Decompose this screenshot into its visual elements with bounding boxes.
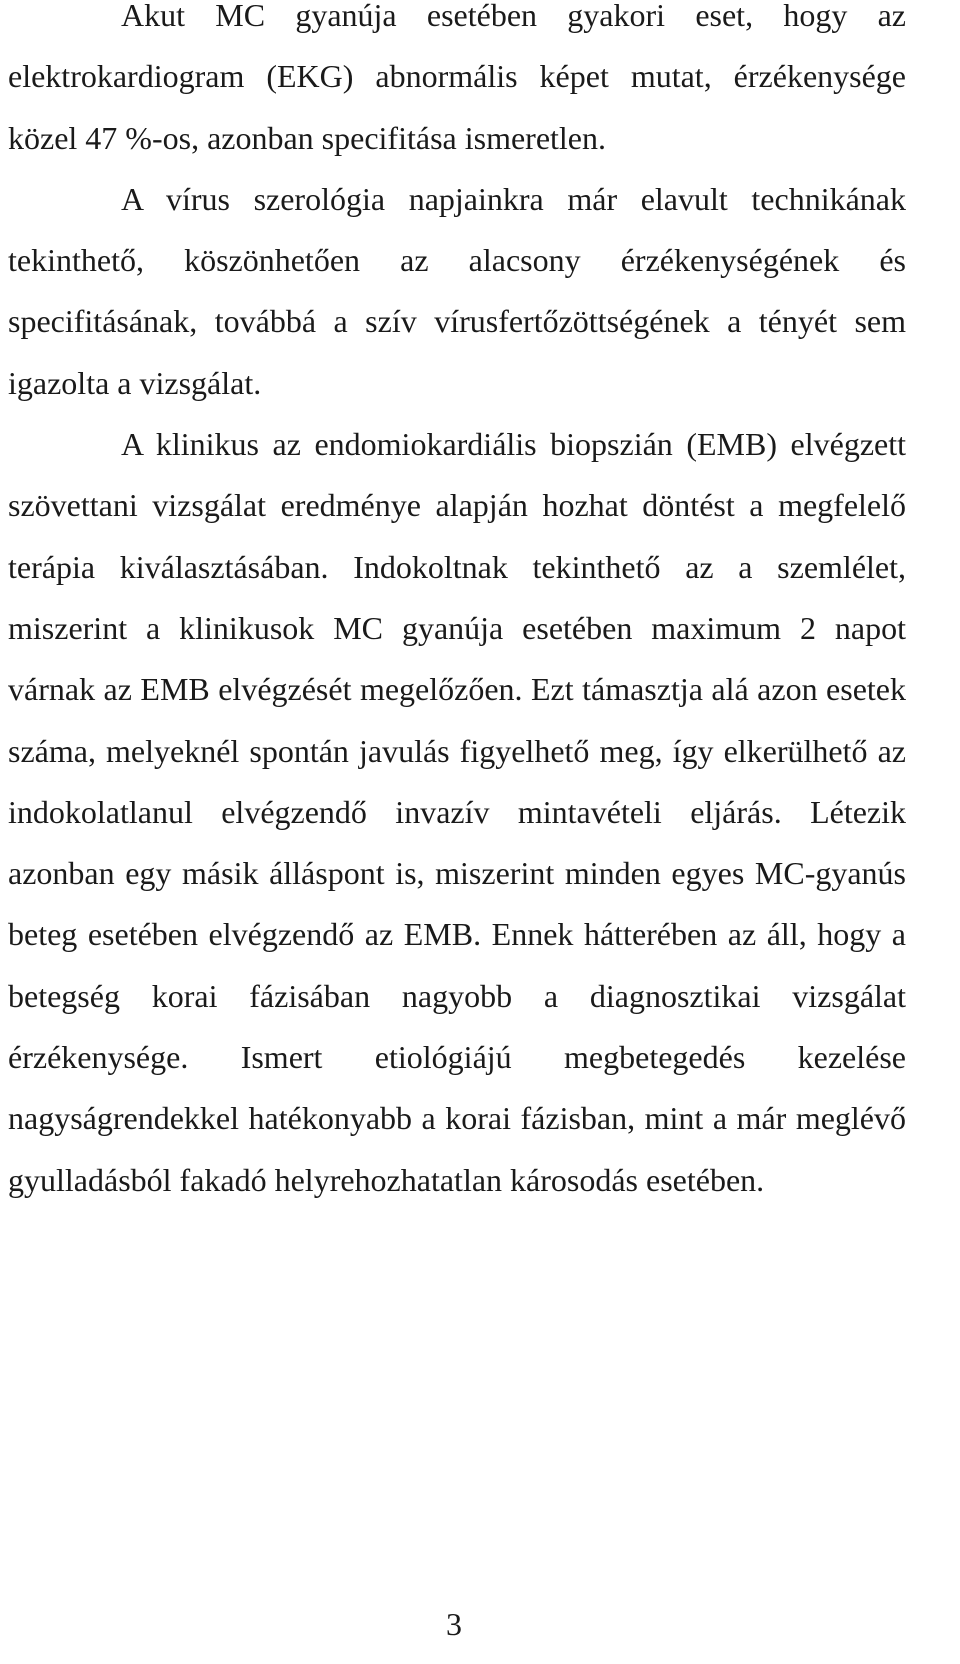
paragraph-ekg: Akut MC gyanúja esetében gyakori eset, hogy az elektrokardiogram (EKG) abnormális képet mutat, érzékenysége közel 47 %-os, azonban specifitása ismeretlen.	[8, 0, 906, 156]
document-page	[8, 0, 906, 1211]
page-number: 3	[446, 1606, 462, 1642]
paragraph-emb-biopsy: A klinikus az endomiokardiális biopszián (EMB) elvégzett szövettani vizsgálat eredménye alapján hozhat döntést a megfelelő terápia kiválasztásában. Indokoltnak tekinthető az a szemlélet, miszerint a klinikusok MC gyanúja esetében maximum 2 napot várnak az EMB elvégzését megelőzően. Ezt támasztja alá azon esetek száma, melyeknél spontán javulás figyelhető meg, így elkerülhető az indokolatlanul elvégzendő invazív mintavételi eljárás. Létezik azonban egy másik álláspont is, miszerint minden egyes MC-gyanús beteg esetében elvégzendő az EMB. Ennek hátterében az áll, hogy a betegség korai fázisában nagyobb a diagnosztikai vizsgálat érzékenysége. Ismert etiológiájú megbetegedés kezelése nagyságrendekkel hatékonyabb a korai fázisban, mint a már meglévő gyulladásból fakadó helyrehozhatatlan károsodás esetében.	[8, 426, 906, 1198]
paragraph-virus-serology: A vírus szerológia napjainkra már elavult technikának tekinthető, köszönhetően az alacsony érzékenységének és specifitásának, továbbá a szív vírusfertőzöttségének a tényét sem igazolta a vizsgálat.	[8, 180, 906, 401]
